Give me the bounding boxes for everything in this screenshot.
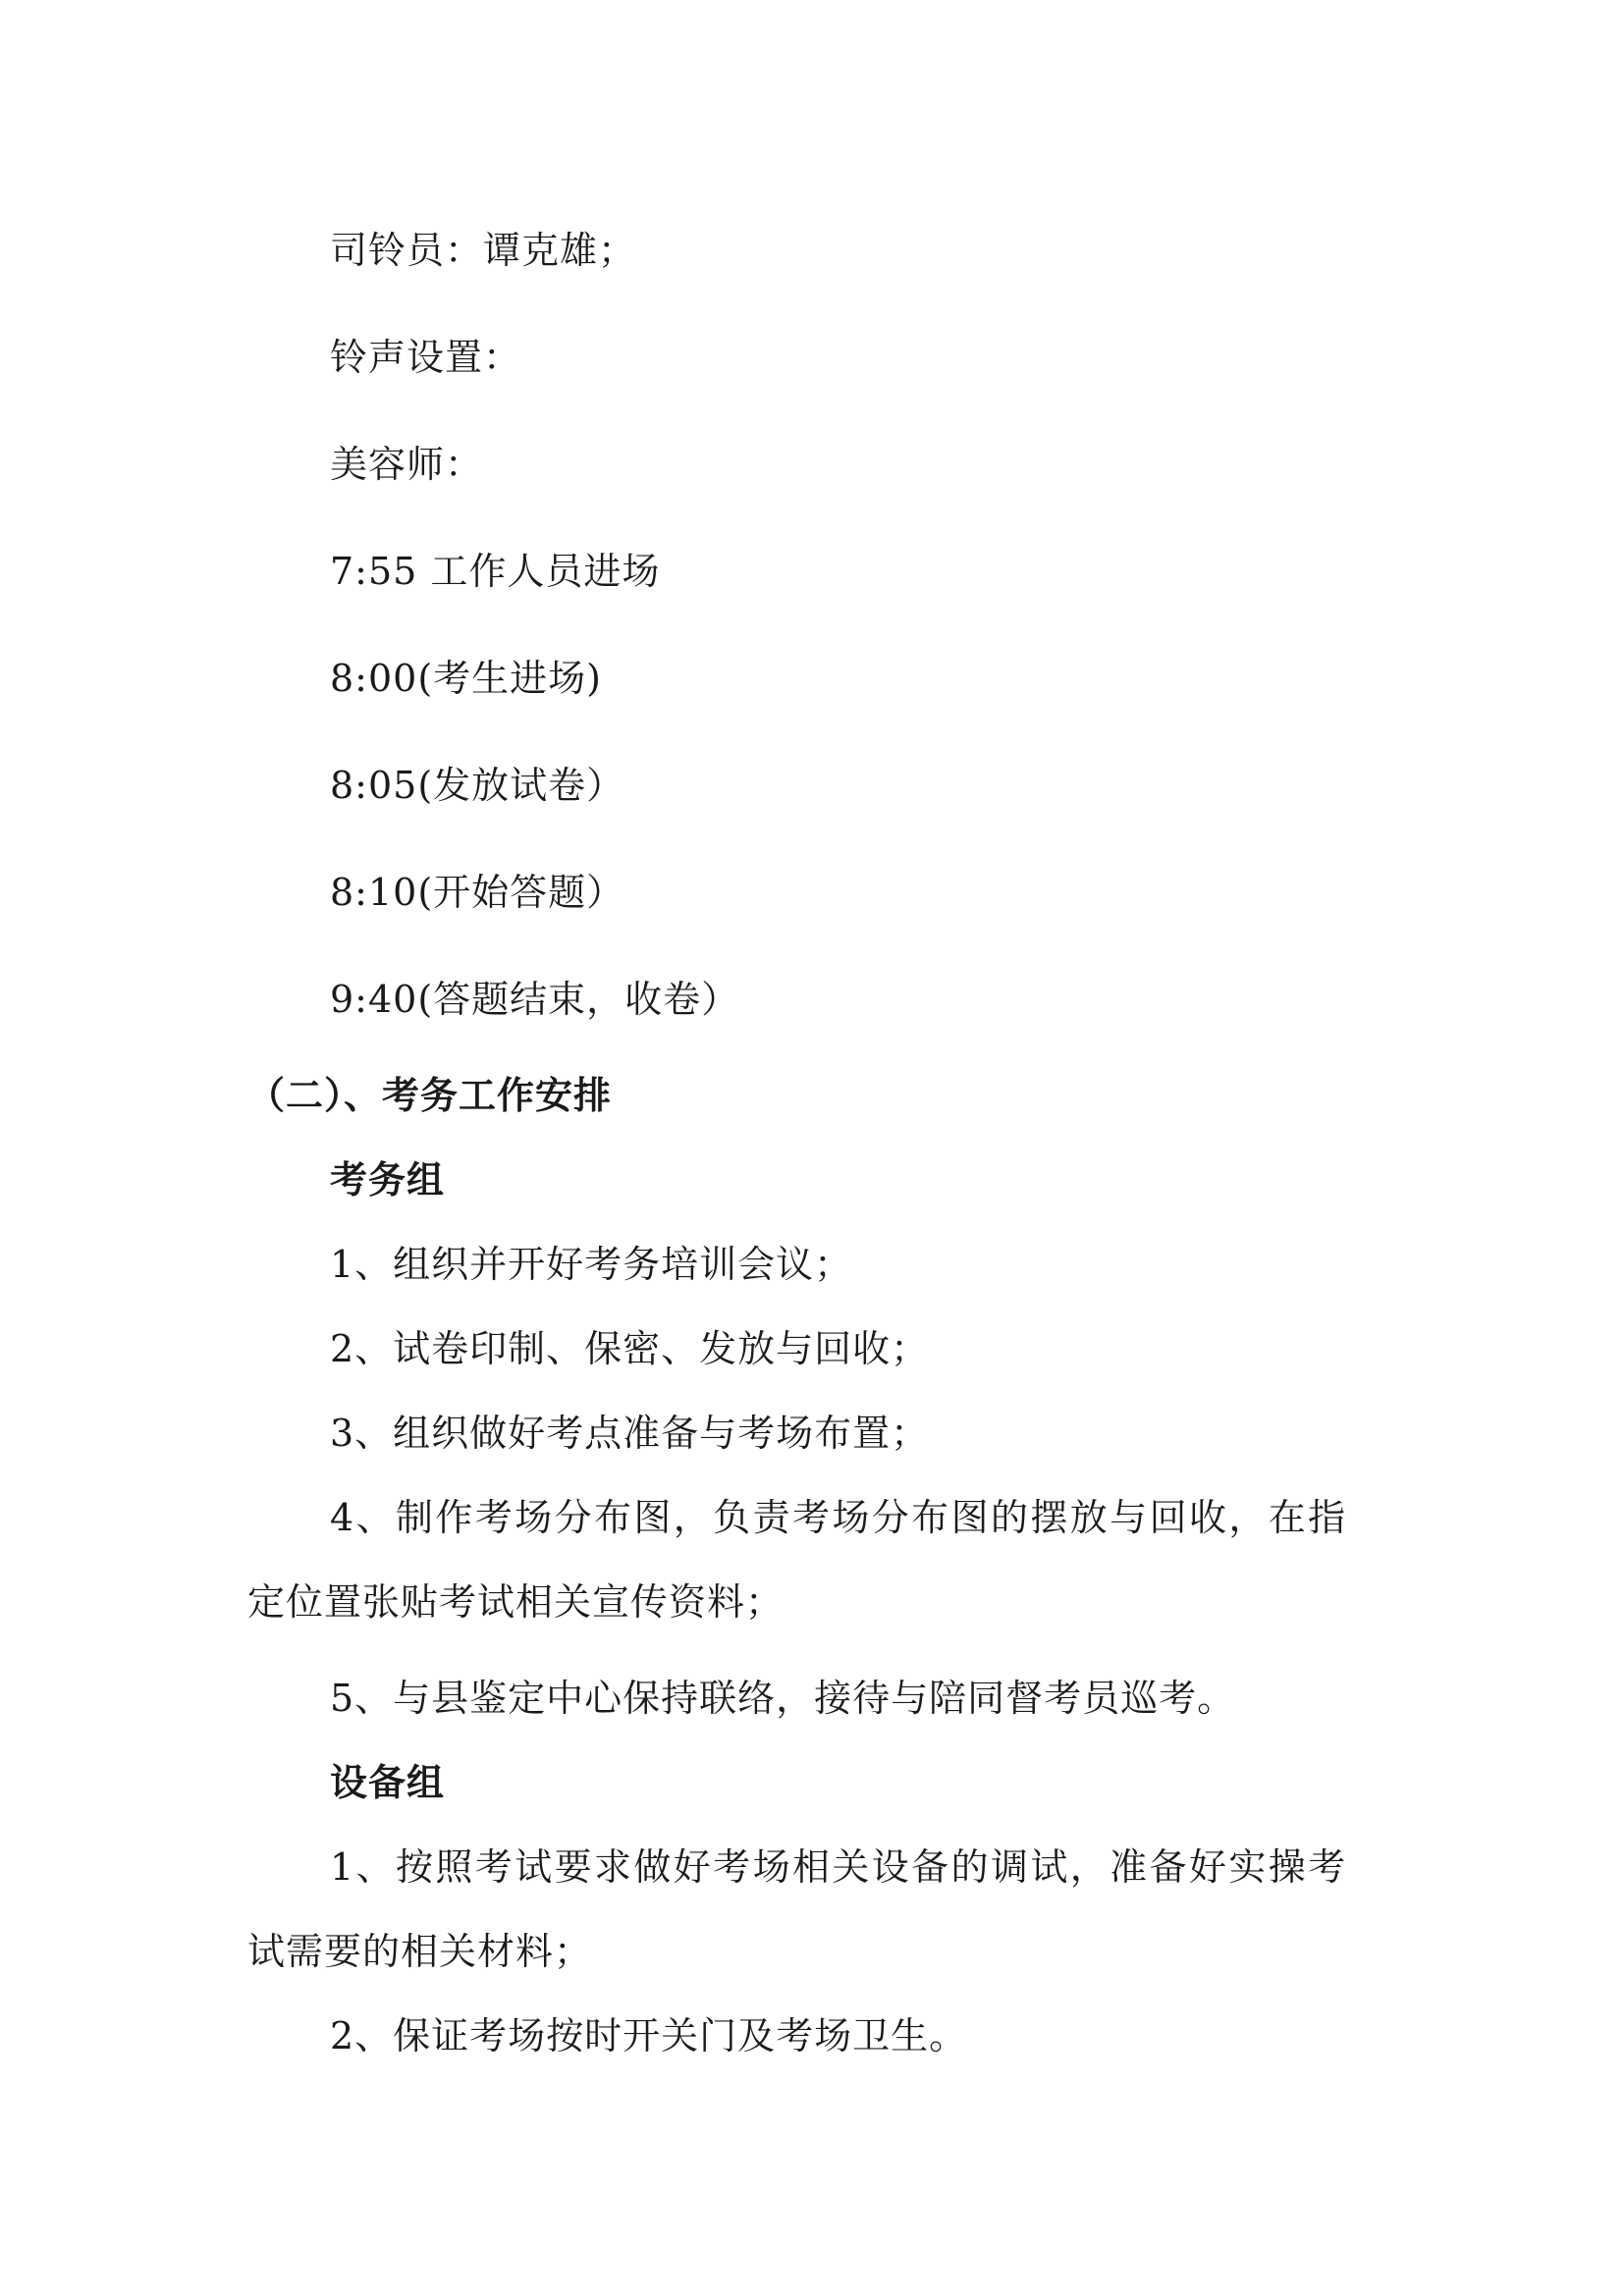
schedule-time-line: 7:55 工作人员进场 — [330, 550, 661, 593]
equipment-group-item-continuation: 试需要的相关材料； — [247, 1930, 593, 1973]
exam-group-item: 3、组织做好考点准备与考场布置； — [330, 1412, 930, 1455]
beautician-line: 美容师： — [330, 443, 484, 486]
exam-group-item-continuation: 定位置张贴考试相关宣传资料； — [247, 1580, 785, 1624]
exam-group-item: 1、组织并开好考务培训会议； — [330, 1243, 853, 1286]
schedule-time-line: 8:10(开始答题） — [330, 871, 625, 914]
schedule-time-line: 9:40(答题结束，收卷） — [330, 978, 740, 1021]
schedule-time-line: 8:00(考生进场) — [330, 657, 602, 700]
equipment-group-title: 设备组 — [330, 1761, 446, 1804]
bell-settings-line: 铃声设置： — [330, 336, 522, 379]
equipment-group-item: 2、保证考场按时开关门及考场卫生。 — [330, 2014, 968, 2057]
section-heading: （二）、考务工作安排 — [247, 1074, 613, 1117]
equipment-group-item: 1、按照考试要求做好考场相关设备的调试，准备好实操考 — [330, 1845, 1348, 1889]
exam-group-item: 5、与县鉴定中心保持联络，接待与陪同督考员巡考。 — [330, 1677, 1236, 1720]
exam-group-title: 考务组 — [330, 1158, 446, 1201]
schedule-time-line: 8:05(发放试卷） — [330, 764, 625, 807]
exam-group-item: 2、试卷印制、保密、发放与回收； — [330, 1327, 930, 1370]
bell-ringer-line: 司铃员：谭克雄； — [330, 229, 637, 272]
exam-group-item: 4、制作考场分布图，负责考场分布图的摆放与回收，在指 — [330, 1496, 1348, 1539]
